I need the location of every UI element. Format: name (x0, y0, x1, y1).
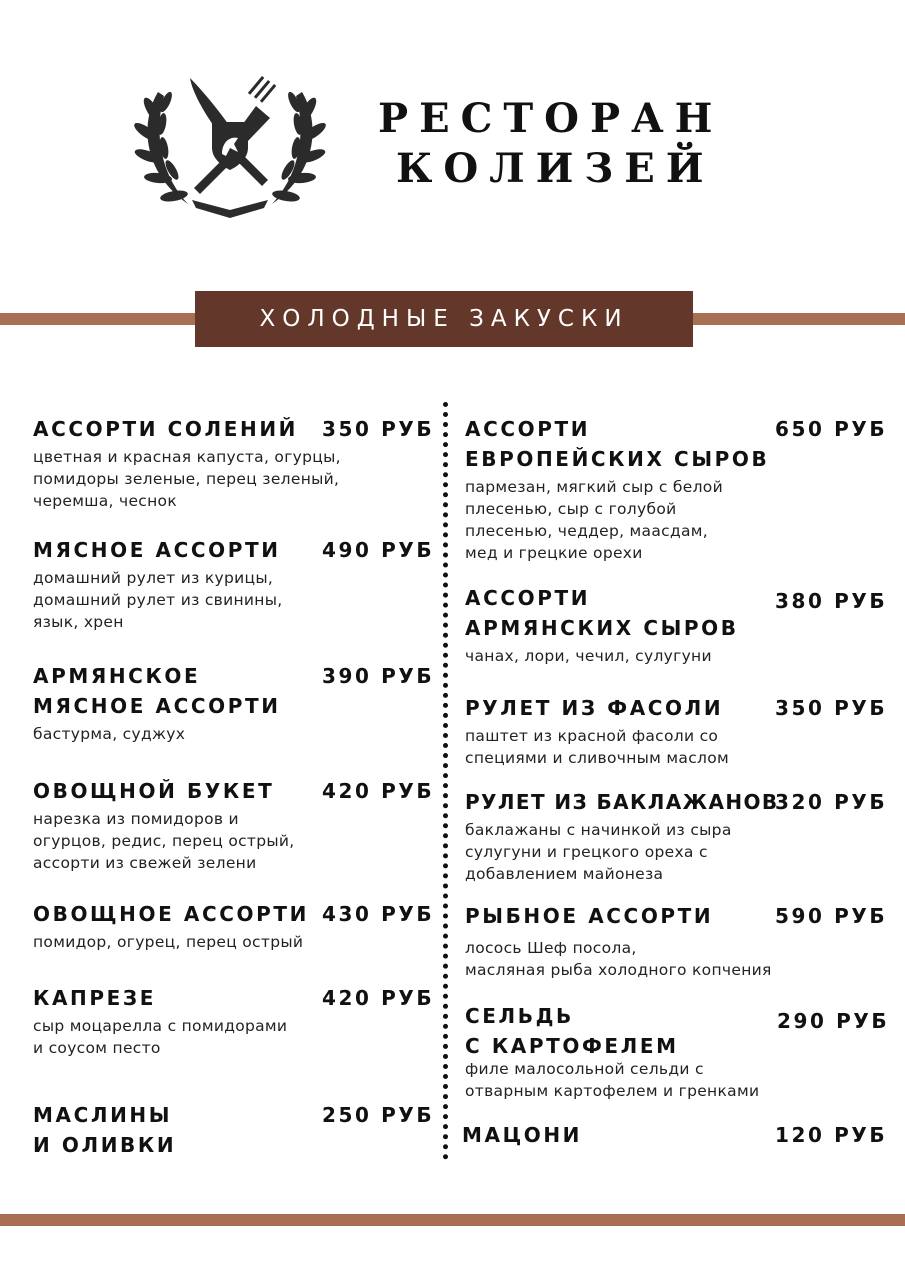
menu-item-description: чанах, лори, чечил, сулугуни (465, 647, 712, 665)
menu-item-name: МАСЛИНЫ И ОЛИВКИ (33, 1103, 177, 1157)
menu-item (33, 776, 433, 874)
menu-item-description: бастурма, суджух (33, 725, 186, 743)
menu-item-description: домашний рулет из курицы, домашний рулет из свинины, язык, хрен (33, 569, 283, 631)
brand-line-1: РЕСТОРАН (378, 95, 724, 142)
menu-item-price: 290 РУБ (777, 1009, 890, 1033)
menu-item-description: цветная и красная капуста, огурцы, помидоры зеленые, перец зеленый, черемша, чеснок (33, 448, 341, 510)
menu-item-price: 120 РУБ (775, 1123, 888, 1147)
menu-item-price: 250 РУБ (322, 1103, 435, 1127)
accent-band-bottom (0, 1214, 905, 1226)
menu-item-price: 650 РУБ (775, 417, 888, 441)
menu-item (465, 693, 888, 769)
menu-item (33, 983, 433, 1059)
menu-item-description: помидор, огурец, перец острый (33, 933, 304, 951)
menu-item (465, 414, 888, 564)
menu-item-name: АССОРТИ ЕВРОПЕЙСКИХ СЫРОВ (465, 417, 770, 471)
menu-item-name: МАЦОНИ (462, 1123, 583, 1147)
menu-item (33, 535, 433, 633)
menu-item-name: РУЛЕТ ИЗ ФАСОЛИ (465, 696, 724, 720)
menu-item-price: 380 РУБ (775, 589, 888, 613)
menu-item-name: РУЛЕТ ИЗ БАКЛАЖАНОВ (465, 790, 779, 814)
menu-item-description: лосось Шеф посола, масляная рыба холодного копчения (465, 939, 772, 979)
menu-item (465, 787, 888, 885)
menu-item-price: 420 РУБ (322, 986, 435, 1010)
menu-item (465, 583, 888, 667)
menu-item-description: баклажаны с начинкой из сыра сулугуни и грецкого ореха с добавлением майонеза (465, 821, 732, 883)
menu-item (462, 1120, 888, 1150)
crossed-knife-fork-laurel-icon (130, 62, 330, 222)
menu-item-name: КАПРЕЗЕ (33, 986, 156, 1010)
menu-item (465, 901, 888, 981)
menu-item-name: ОВОЩНОЙ БУКЕТ (33, 779, 275, 803)
column-divider (443, 402, 448, 1160)
menu-item-description: сыр моцарелла с помидорами и соусом песто (33, 1017, 288, 1057)
menu-item-name: АССОРТИ СОЛЕНИЙ (33, 417, 299, 441)
menu-item (33, 661, 433, 745)
menu-item-price: 320 РУБ (775, 790, 888, 814)
menu-item-name: РЫБНОЕ АССОРТИ (465, 904, 714, 928)
menu-item (33, 899, 433, 953)
brand-line-2: КОЛИЗЕЙ (396, 145, 715, 192)
menu-item-price: 350 РУБ (775, 696, 888, 720)
menu-item-price: 390 РУБ (322, 664, 435, 688)
menu-item-description: филе малосольной сельди с отварным картофелем и гренками (465, 1060, 760, 1100)
menu-item-name: СЕЛЬДЬ С КАРТОФЕЛЕМ (465, 1004, 679, 1058)
menu-item-price: 350 РУБ (322, 417, 435, 441)
menu-item (33, 1100, 433, 1160)
menu-item-price: 490 РУБ (322, 538, 435, 562)
menu-item-name: МЯСНОЕ АССОРТИ (33, 538, 281, 562)
menu-item-name: АССОРТИ АРМЯНСКИХ СЫРОВ (465, 586, 739, 640)
menu-item-description: нарезка из помидоров и огурцов, редис, перец острый, ассорти из свежей зелени (33, 810, 295, 872)
menu-item-name: ОВОЩНОЕ АССОРТИ (33, 902, 310, 926)
menu-item-price: 420 РУБ (322, 779, 435, 803)
menu-item-price: 430 РУБ (322, 902, 435, 926)
menu-item-name: АРМЯНСКОЕ МЯСНОЕ АССОРТИ (33, 664, 281, 718)
section-banner (195, 291, 693, 347)
menu-item-description: пармезан, мягкий сыр с белой плесенью, сыр с голубой плесенью, чеддер, маасдам, мед и грецкие орехи (465, 478, 723, 562)
restaurant-name (378, 94, 778, 194)
menu-item-description: паштет из красной фасоли со специями и сливочным маслом (465, 727, 730, 767)
menu-item (33, 414, 433, 512)
menu-item-price: 590 РУБ (775, 904, 888, 928)
menu-item (465, 1001, 890, 1102)
section-title: ХОЛОДНЫЕ ЗАКУСКИ (259, 306, 629, 332)
restaurant-logo (130, 62, 330, 222)
